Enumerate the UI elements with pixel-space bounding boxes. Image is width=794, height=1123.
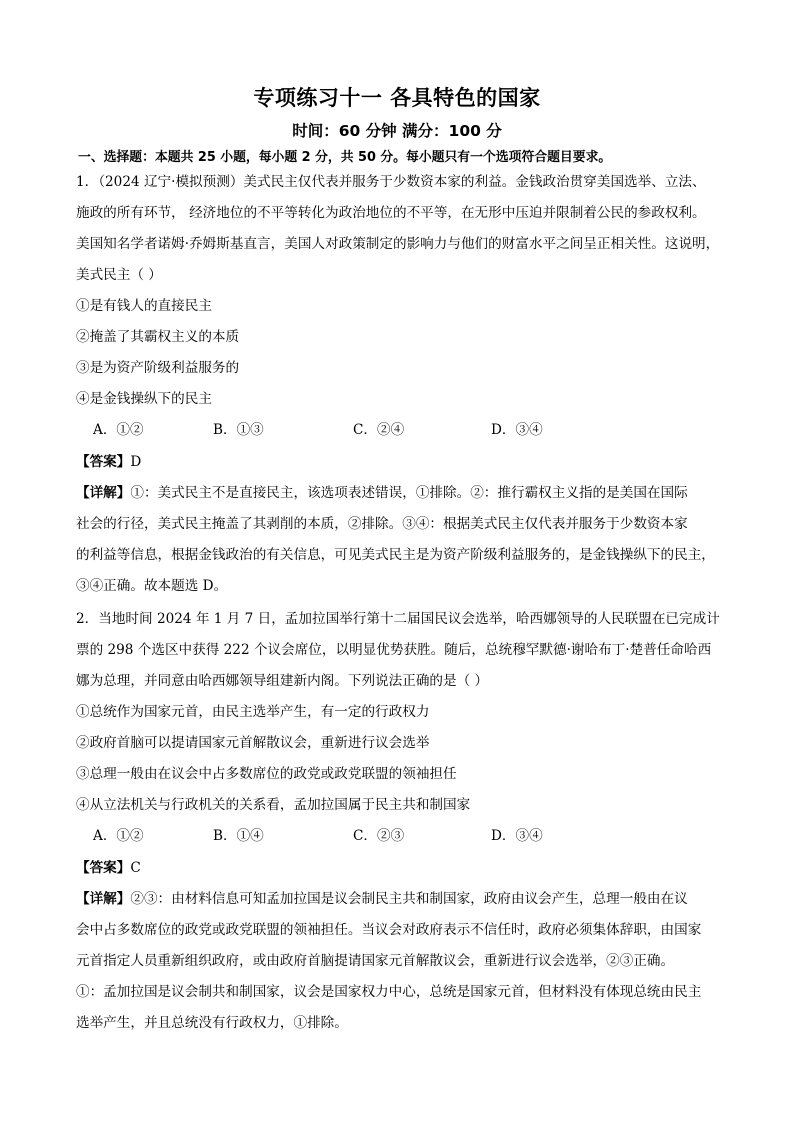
q1-stem-line: 美式民主（ ） [76, 267, 162, 283]
q1-option-c: C．②④ [353, 422, 405, 438]
q2-detail-line [76, 890, 688, 908]
q1-detail-line: ③④正确。故本题选 D。 [76, 578, 228, 594]
q1-statement: ④是金钱操纵下的民主 [76, 391, 212, 407]
q1-detail-line [76, 484, 688, 502]
q2-statement: ④从立法机关与行政机关的关系看，孟加拉国属于民主共和制国家 [76, 797, 471, 813]
q2-option-a: A．①② [93, 828, 144, 844]
page-title: 专项练习十一 各具特色的国家 [253, 86, 541, 110]
q1-stem-line: 施政的所有环节， 经济地位的不平等转化为政治地位的不平等，在无形中压迫并限制着公民的参政权利。 [76, 205, 706, 221]
answer-label: 【答案】 [76, 860, 131, 876]
q2-option-b: B．①④ [213, 828, 264, 844]
q1-stem-line: 美国知名学者诺姆·乔姆斯基直言，美国人对政策制定的影响力与他们的财富水平之间呈正相关性。这说明， [76, 236, 720, 252]
q2-stem-line: 票的 298 个选区中获得 222 个议会席位，以明显优势获胜。随后，总统穆罕默德·谢哈布丁·楚普任命哈西 [76, 642, 712, 658]
q2-stem-line: 娜为总理，并同意由哈西娜领导组建新内阁。下列说法正确的是（ ） [76, 673, 489, 689]
q2-option-d: D．③④ [491, 828, 543, 844]
q2-detail-line: ①：孟加拉国是议会制共和制国家，议会是国家权力中心，总统是国家元首，但材料没有体现总统由民主 [76, 984, 702, 1000]
exam-time-score: 时间：60 分钟 满分：100 分 [292, 122, 502, 140]
q1-option-d: D．③④ [491, 422, 543, 438]
q2-answer [76, 859, 141, 877]
q1-stem-line: 1．（2024 辽宁·模拟预测）美式民主仅代表并服务于少数资本家的利益。金钱政治贯穿美国选举、立法、 [76, 174, 706, 190]
q2-stem-line: 2．当地时间 2024 年 1 月 7 日，孟加拉国举行第十二届国民议会选举，哈西娜领导的人民联盟在已完成计 [76, 611, 720, 627]
q1-statement: ②掩盖了其霸权主义的本质 [76, 329, 240, 345]
q1-answer [76, 453, 141, 471]
answer-value: C [130, 860, 141, 876]
q1-statement: ①是有钱人的直接民主 [76, 298, 212, 314]
q2-option-c: C．②③ [353, 828, 405, 844]
q1-option-b: B．①③ [213, 422, 264, 438]
q1-detail-line: 的利益等信息，根据金钱政治的有关信息，可见美式民主是为资产阶级利益服务的，是金钱操纵下的民主， [76, 547, 715, 563]
answer-value: D [130, 454, 142, 470]
q2-statement: ②政府首脑可以提请国家元首解散议会，重新进行议会选举 [76, 735, 430, 751]
q2-statement: ①总统作为国家元首，由民主选举产生，有一定的行政权力 [76, 704, 430, 720]
q2-statement: ③总理一般由在议会中占多数席位的政党或政党联盟的领袖担任 [76, 766, 457, 782]
detail-label: 【详解】 [76, 485, 131, 501]
answer-label: 【答案】 [76, 454, 131, 470]
q2-detail-line: 会中占多数席位的政党或政党联盟的领袖担任。当议会对政府表示不信任时，政府必须集体辞职，由国家 [76, 922, 702, 938]
q1-option-a: A．①② [93, 422, 144, 438]
q1-statement: ③是为资产阶级利益服务的 [76, 360, 240, 376]
detail-text: ②③：由材料信息可知孟加拉国是议会制民主共和制国家，政府由议会产生，总理一般由在议 [130, 891, 688, 907]
detail-text: ①：美式民主不是直接民主，该选项表述错误，①排除。②：推行霸权主义指的是美国在国际 [130, 485, 688, 501]
q2-detail-line: 选举产生，并且总统没有行政权力，①排除。 [76, 1015, 348, 1031]
section-heading: 一、选择题：本题共 25 小题，每小题 2 分，共 50 分。每小题只有一个选项符合题目要求。 [78, 150, 612, 165]
q2-detail-line: 元首指定人员重新组织政府，或由政府首脑提请国家元首解散议会，重新进行议会选举，②③正确。 [76, 953, 675, 969]
q1-detail-line: 社会的行径，美式民主掩盖了其剥削的本质，②排除。③④：根据美式民主仅代表并服务于少数资本家 [76, 516, 688, 532]
detail-label: 【详解】 [76, 891, 131, 907]
